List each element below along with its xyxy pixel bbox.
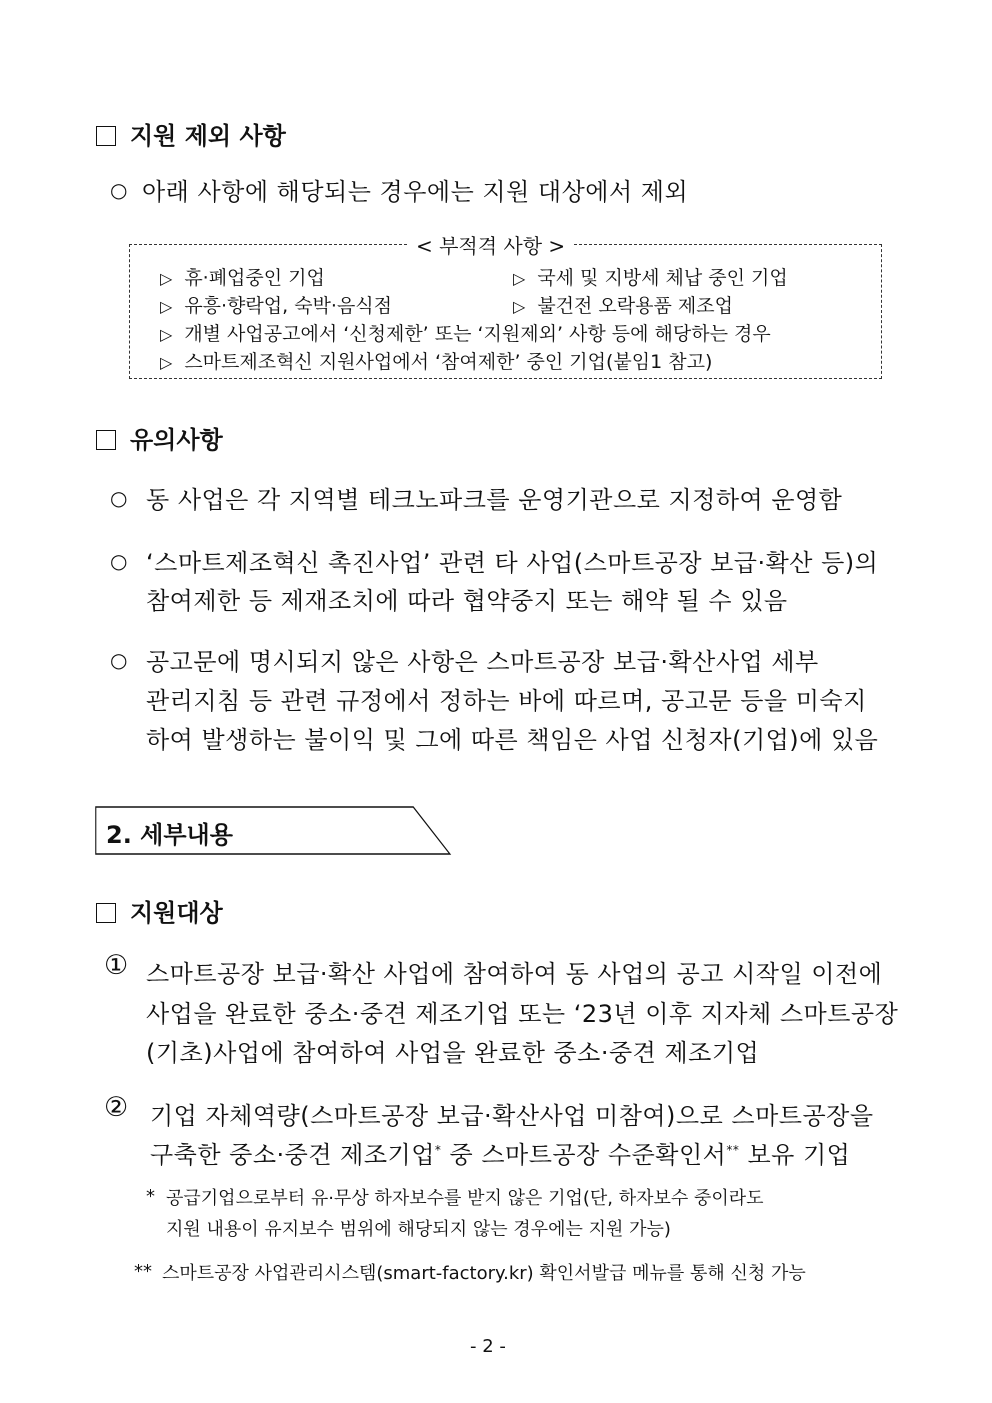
note-line: 공고문에 명시되지 않은 사항은 스마트공장 보급·확산사업 세부 (146, 648, 819, 676)
notes-heading: 유의사항 (96, 420, 223, 455)
footnote-mark: ** (134, 1261, 152, 1282)
ineligibility-item: ▷ 개별 사업공고에서 ‘신청제한’ 또는 ‘지원제외’ 사항 등에 해당하는 경우 (160, 323, 771, 345)
triangle-bullet-icon: ▷ (160, 325, 173, 344)
ineligibility-item: ▷ 유흥·향락업, 숙박·음식점 (160, 295, 393, 317)
exclusion-intro: 아래 사항에 해당되는 경우에는 지원 대상에서 제외 (142, 178, 689, 206)
target-line: 구축한 중소·중견 제조기업* 중 스마트공장 수준확인서** 보유 기업 (150, 1141, 851, 1169)
note-line: 하여 발생하는 불이익 및 그에 따른 책임은 사업 신청자(기업)에 있음 (146, 726, 879, 754)
footnote-line: 스마트공장 사업관리시스템(smart-factory.kr) 확인서발급 메뉴를 통해 신청 가능 (162, 1263, 806, 1284)
item-number: ① (104, 950, 129, 981)
circle-bullet-icon: ○ (110, 486, 128, 510)
ineligibility-item: ▷ 불건전 오락용품 제조업 (513, 295, 733, 317)
footnote-mark: * (146, 1186, 155, 1207)
square-bullet-icon (96, 903, 116, 923)
triangle-bullet-icon: ▷ (160, 297, 173, 316)
square-bullet-icon (96, 126, 116, 146)
footnote-line: 공급기업으로부터 유·무상 하자보수를 받지 않은 기업(단, 하자보수 중이라도 (166, 1188, 764, 1209)
ineligibility-item: ▷ 국세 및 지방세 체납 중인 기업 (513, 267, 788, 289)
ineligibility-item: ▷ 스마트제조혁신 지원사업에서 ‘참여제한’ 중인 기업(붙임1 참고) (160, 351, 713, 373)
footnote-ref: ** (726, 1143, 740, 1157)
note-line: 동 사업은 각 지역별 테크노파크를 운영기관으로 지정하여 운영함 (146, 486, 843, 514)
footnote-line: 지원 내용이 유지보수 범위에 해당되지 않는 경우에는 지원 가능) (166, 1219, 671, 1240)
section-title: 2. 세부내용 (106, 821, 233, 849)
page-number: - 2 - (470, 1336, 506, 1357)
triangle-bullet-icon: ▷ (513, 297, 526, 316)
item-number: ② (104, 1092, 129, 1123)
target-line: 스마트공장 보급·확산 사업에 참여하여 동 사업의 공고 시작일 이전에 (146, 960, 883, 988)
ineligibility-item: ▷ 휴·폐업중인 기업 (160, 267, 325, 289)
note-line: 참여제한 등 제재조치에 따라 협약중지 또는 해약 될 수 있음 (146, 587, 788, 615)
target-line: 사업을 완료한 중소·중견 제조기업 또는 ‘23년 이후 지자체 스마트공장 (146, 1000, 899, 1028)
exclusion-heading: 지원 제외 사항 (96, 116, 286, 151)
note-line: 관리지침 등 관련 규정에서 정하는 바에 따르며, 공고문 등을 미숙지 (146, 687, 867, 715)
triangle-bullet-icon: ▷ (160, 353, 173, 372)
circle-bullet-icon: ○ (110, 178, 128, 202)
circle-bullet-icon: ○ (110, 648, 128, 672)
triangle-bullet-icon: ▷ (160, 269, 173, 288)
note-line: ‘스마트제조혁신 촉진사업’ 관련 타 사업(스마트공장 보급·확산 등)의 (146, 549, 879, 577)
square-bullet-icon (96, 430, 116, 450)
circle-bullet-icon: ○ (110, 549, 128, 573)
triangle-bullet-icon: ▷ (513, 269, 526, 288)
target-line: (기초)사업에 참여하여 사업을 완료한 중소·중견 제조기업 (146, 1039, 760, 1067)
target-line: 기업 자체역량(스마트공장 보급·확산사업 미참여)으로 스마트공장을 (150, 1102, 874, 1130)
ineligibility-box-title: < 부적격 사항 > (408, 230, 573, 259)
target-heading: 지원대상 (96, 893, 223, 928)
footnote-ref: * (434, 1143, 442, 1157)
